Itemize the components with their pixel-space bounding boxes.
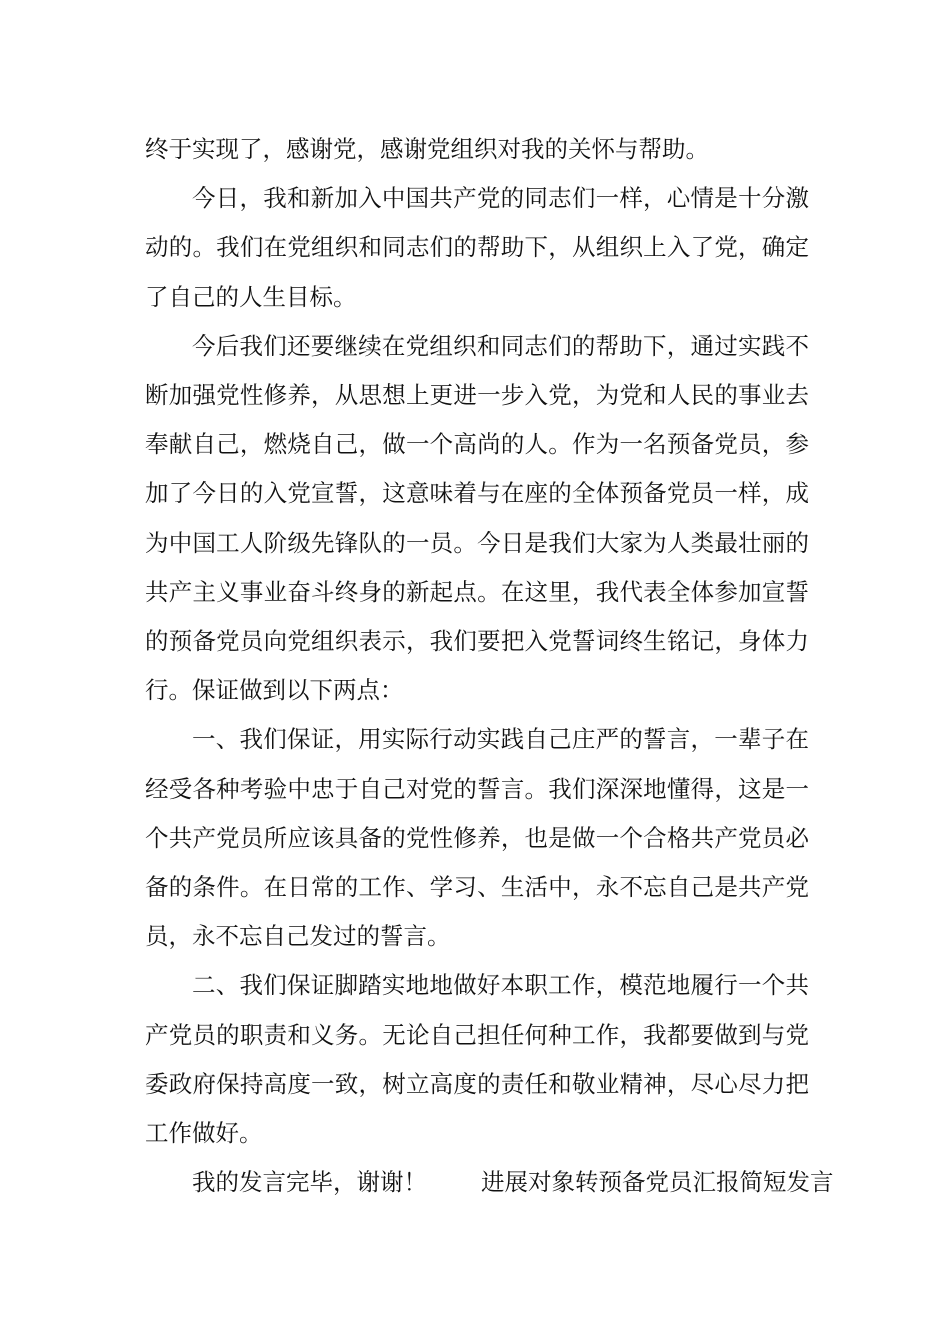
paragraph-continuation: 终于实现了，感谢党，感谢党组织对我的关怀与帮助。 [145,135,709,163]
document-body [145,125,834,1207]
paragraph-point-one: 一、我们保证，用实际行动实践自己庄严的誓言，一辈子在经受各种考验中忠于自己对党的誓言。我们深深地懂得，这是一个共产党员所应该具备的党性修养，也是做一个合格共产党员必备的条件。在日常的工作、学习、生活中，永不忘自己是共产党员，永不忘自己发过的誓言。 [145,725,809,951]
closing-remark: 我的发言完毕，谢谢！ [192,1168,427,1197]
paragraph-emotion: 今日，我和新加入中国共产党的同志们一样，心情是十分激动的。我们在党组织和同志们的帮助下，从组织上入了党，确定了自己的人生目标。 [145,184,809,311]
paragraph-commitment: 今后我们还要继续在党组织和同志们的帮助下，通过实践不断加强党性修养，从思想上更进一步入党，为党和人民的事业去奉献自己，燃烧自己，做一个高尚的人。作为一名预备党员，参加了今日的入党宣誓，这意味着与在座的全体预备党员一样，成为中国工人阶级先锋队的一员。今日是我们大家为人类最壮丽的共产主义事业奋斗终身的新起点。在这里，我代表全体参加宣誓的预备党员向党组织表示，我们要把入党誓词终生铭记，身体力行。保证做到以下两点： [145,331,809,705]
next-document-title: 进展对象转预备党员汇报简短发言 [481,1168,834,1197]
paragraph-point-two: 二、我们保证脚踏实地地做好本职工作，模范地履行一个共产党员的职责和义务。无论自己担任何种工作，我都要做到与党委政府保持高度一致，树立高度的责任和敬业精神，尽心尽力把工作做好。 [145,971,809,1148]
closing-line [145,1158,834,1207]
